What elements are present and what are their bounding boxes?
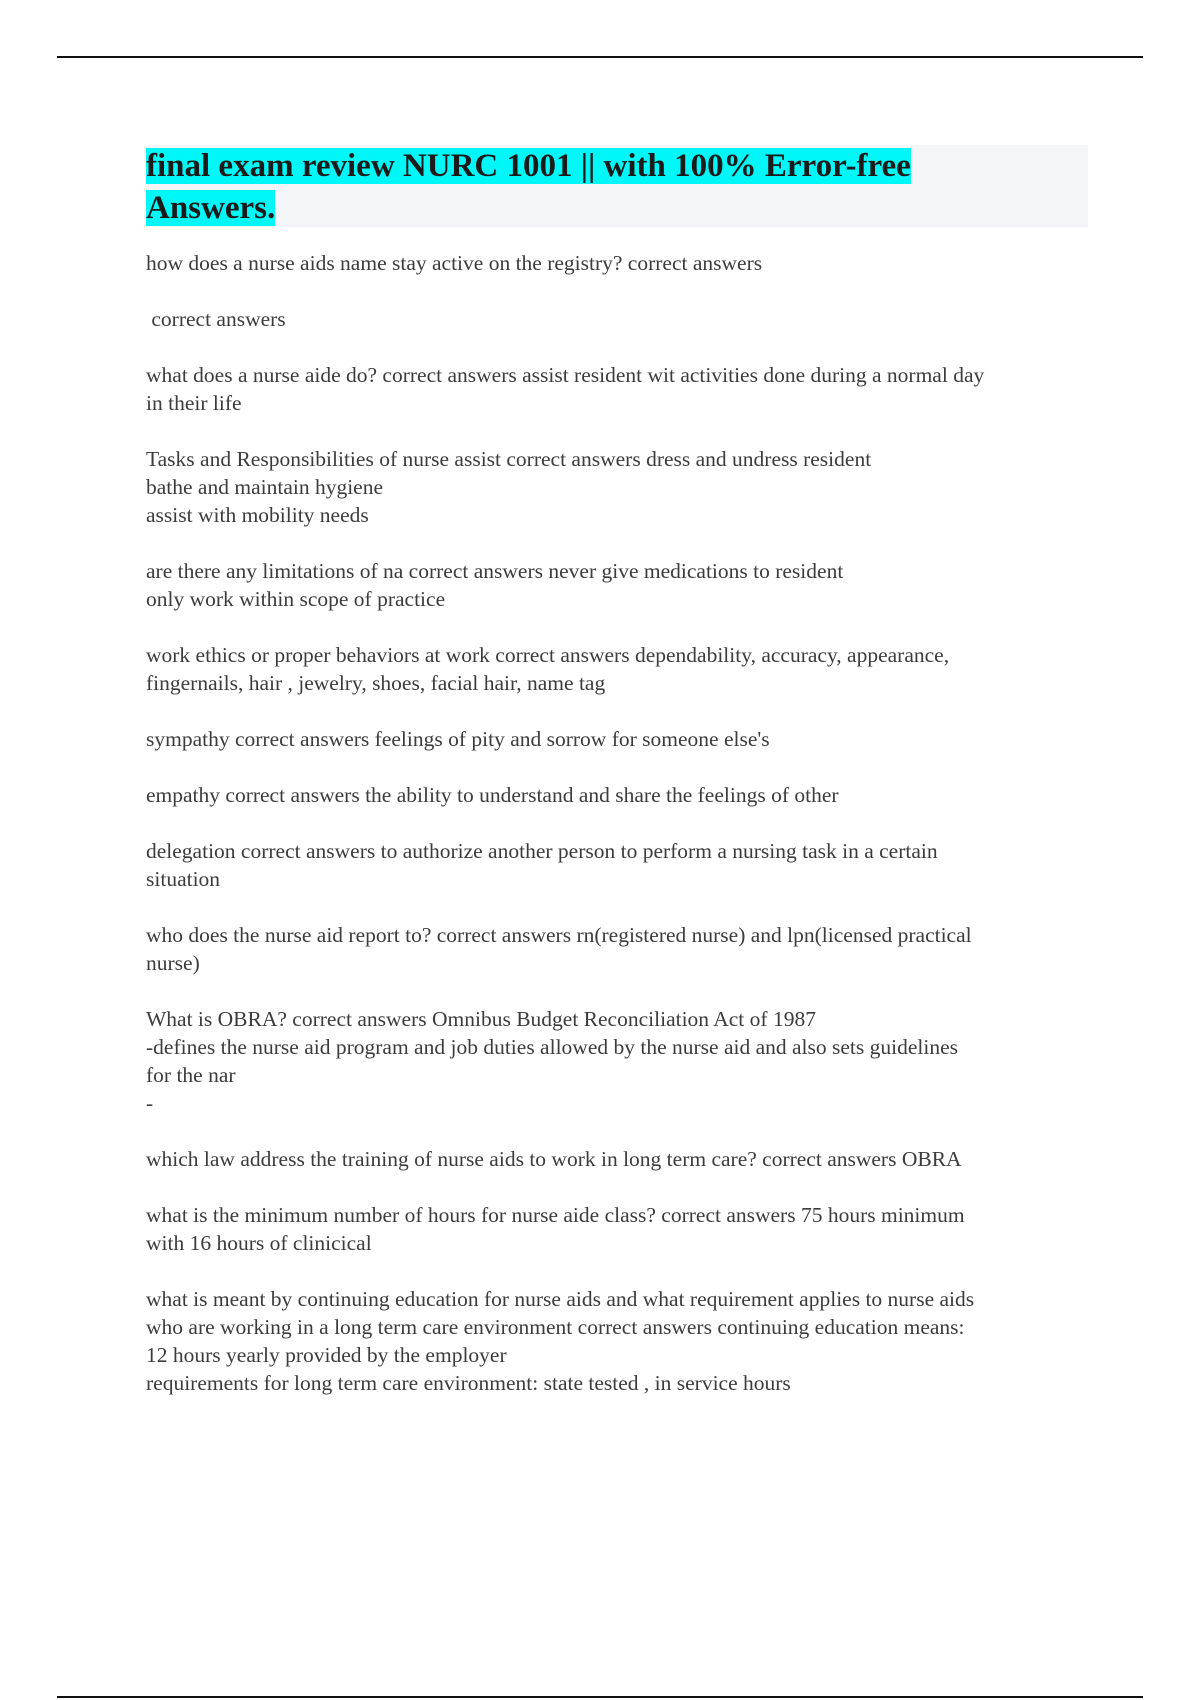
title-line-2: Answers. xyxy=(146,190,276,226)
qa-line: Tasks and Responsibilities of nurse assist correct answers dress and undress resident xyxy=(146,447,872,471)
qa-line: fingernails, hair , jewelry, shoes, facial hair, name tag xyxy=(146,671,606,695)
qa-entry xyxy=(146,1285,1088,1397)
qa-list xyxy=(146,249,1088,1397)
qa-line: for the nar xyxy=(146,1063,236,1087)
qa-entry xyxy=(146,557,1088,613)
qa-line: who does the nurse aid report to? correct answers rn(registered nurse) and lpn(licensed practical xyxy=(146,923,972,947)
qa-entry xyxy=(146,249,1088,277)
qa-line: with 16 hours of clinicical xyxy=(146,1231,372,1255)
qa-entry xyxy=(146,1145,1088,1173)
qa-line: what does a nurse aide do? correct answers assist resident wit activities done during a normal day xyxy=(146,363,985,387)
qa-entry xyxy=(146,837,1088,893)
qa-line: which law address the training of nurse aids to work in long term care? correct answers OBRA xyxy=(146,1147,962,1171)
qa-line: What is OBRA? correct answers Omnibus Budget Reconciliation Act of 1987 xyxy=(146,1007,816,1031)
qa-entry xyxy=(146,725,1088,753)
qa-line: requirements for long term care environment: state tested , in service hours xyxy=(146,1371,791,1395)
document-title xyxy=(146,145,1006,229)
qa-line: what is meant by continuing education for nurse aids and what requirement applies to nurse aids xyxy=(146,1287,975,1311)
qa-entry xyxy=(146,445,1088,529)
qa-entry xyxy=(146,361,1088,417)
title-box xyxy=(146,145,1088,227)
qa-line: who are working in a long term care environment correct answers continuing education means: xyxy=(146,1315,965,1339)
qa-line: bathe and maintain hygiene xyxy=(146,475,384,499)
title-line-1: final exam review NURC 1001 || with 100% Error-free xyxy=(146,148,911,184)
qa-line: situation xyxy=(146,867,221,891)
qa-line: correct answers xyxy=(146,307,286,331)
bottom-rule xyxy=(57,1696,1143,1698)
qa-line: how does a nurse aids name stay active on the registry? correct answers xyxy=(146,251,763,275)
qa-line: in their life xyxy=(146,391,242,415)
qa-line: delegation correct answers to authorize another person to perform a nursing task in a certain xyxy=(146,839,938,863)
qa-entry xyxy=(146,1201,1088,1257)
qa-line: sympathy correct answers feelings of pity and sorrow for someone else's xyxy=(146,727,770,751)
qa-line: are there any limitations of na correct answers never give medications to resident xyxy=(146,559,844,583)
qa-line: only work within scope of practice xyxy=(146,587,446,611)
qa-entry xyxy=(146,305,1088,333)
qa-entry xyxy=(146,781,1088,809)
qa-line: assist with mobility needs xyxy=(146,503,369,527)
qa-entry xyxy=(146,921,1088,977)
qa-line: nurse) xyxy=(146,951,200,975)
top-rule xyxy=(57,56,1143,58)
qa-line: - xyxy=(146,1091,154,1115)
qa-line: empathy correct answers the ability to understand and share the feelings of other xyxy=(146,783,839,807)
document-body xyxy=(146,145,1088,1425)
qa-line: work ethics or proper behaviors at work correct answers dependability, accuracy, appearance, xyxy=(146,643,950,667)
qa-entry xyxy=(146,1005,1088,1117)
qa-entry xyxy=(146,641,1088,697)
qa-line: what is the minimum number of hours for nurse aide class? correct answers 75 hours minimum xyxy=(146,1203,965,1227)
qa-line: -defines the nurse aid program and job duties allowed by the nurse aid and also sets guidelines xyxy=(146,1035,959,1059)
qa-line: 12 hours yearly provided by the employer xyxy=(146,1343,507,1367)
